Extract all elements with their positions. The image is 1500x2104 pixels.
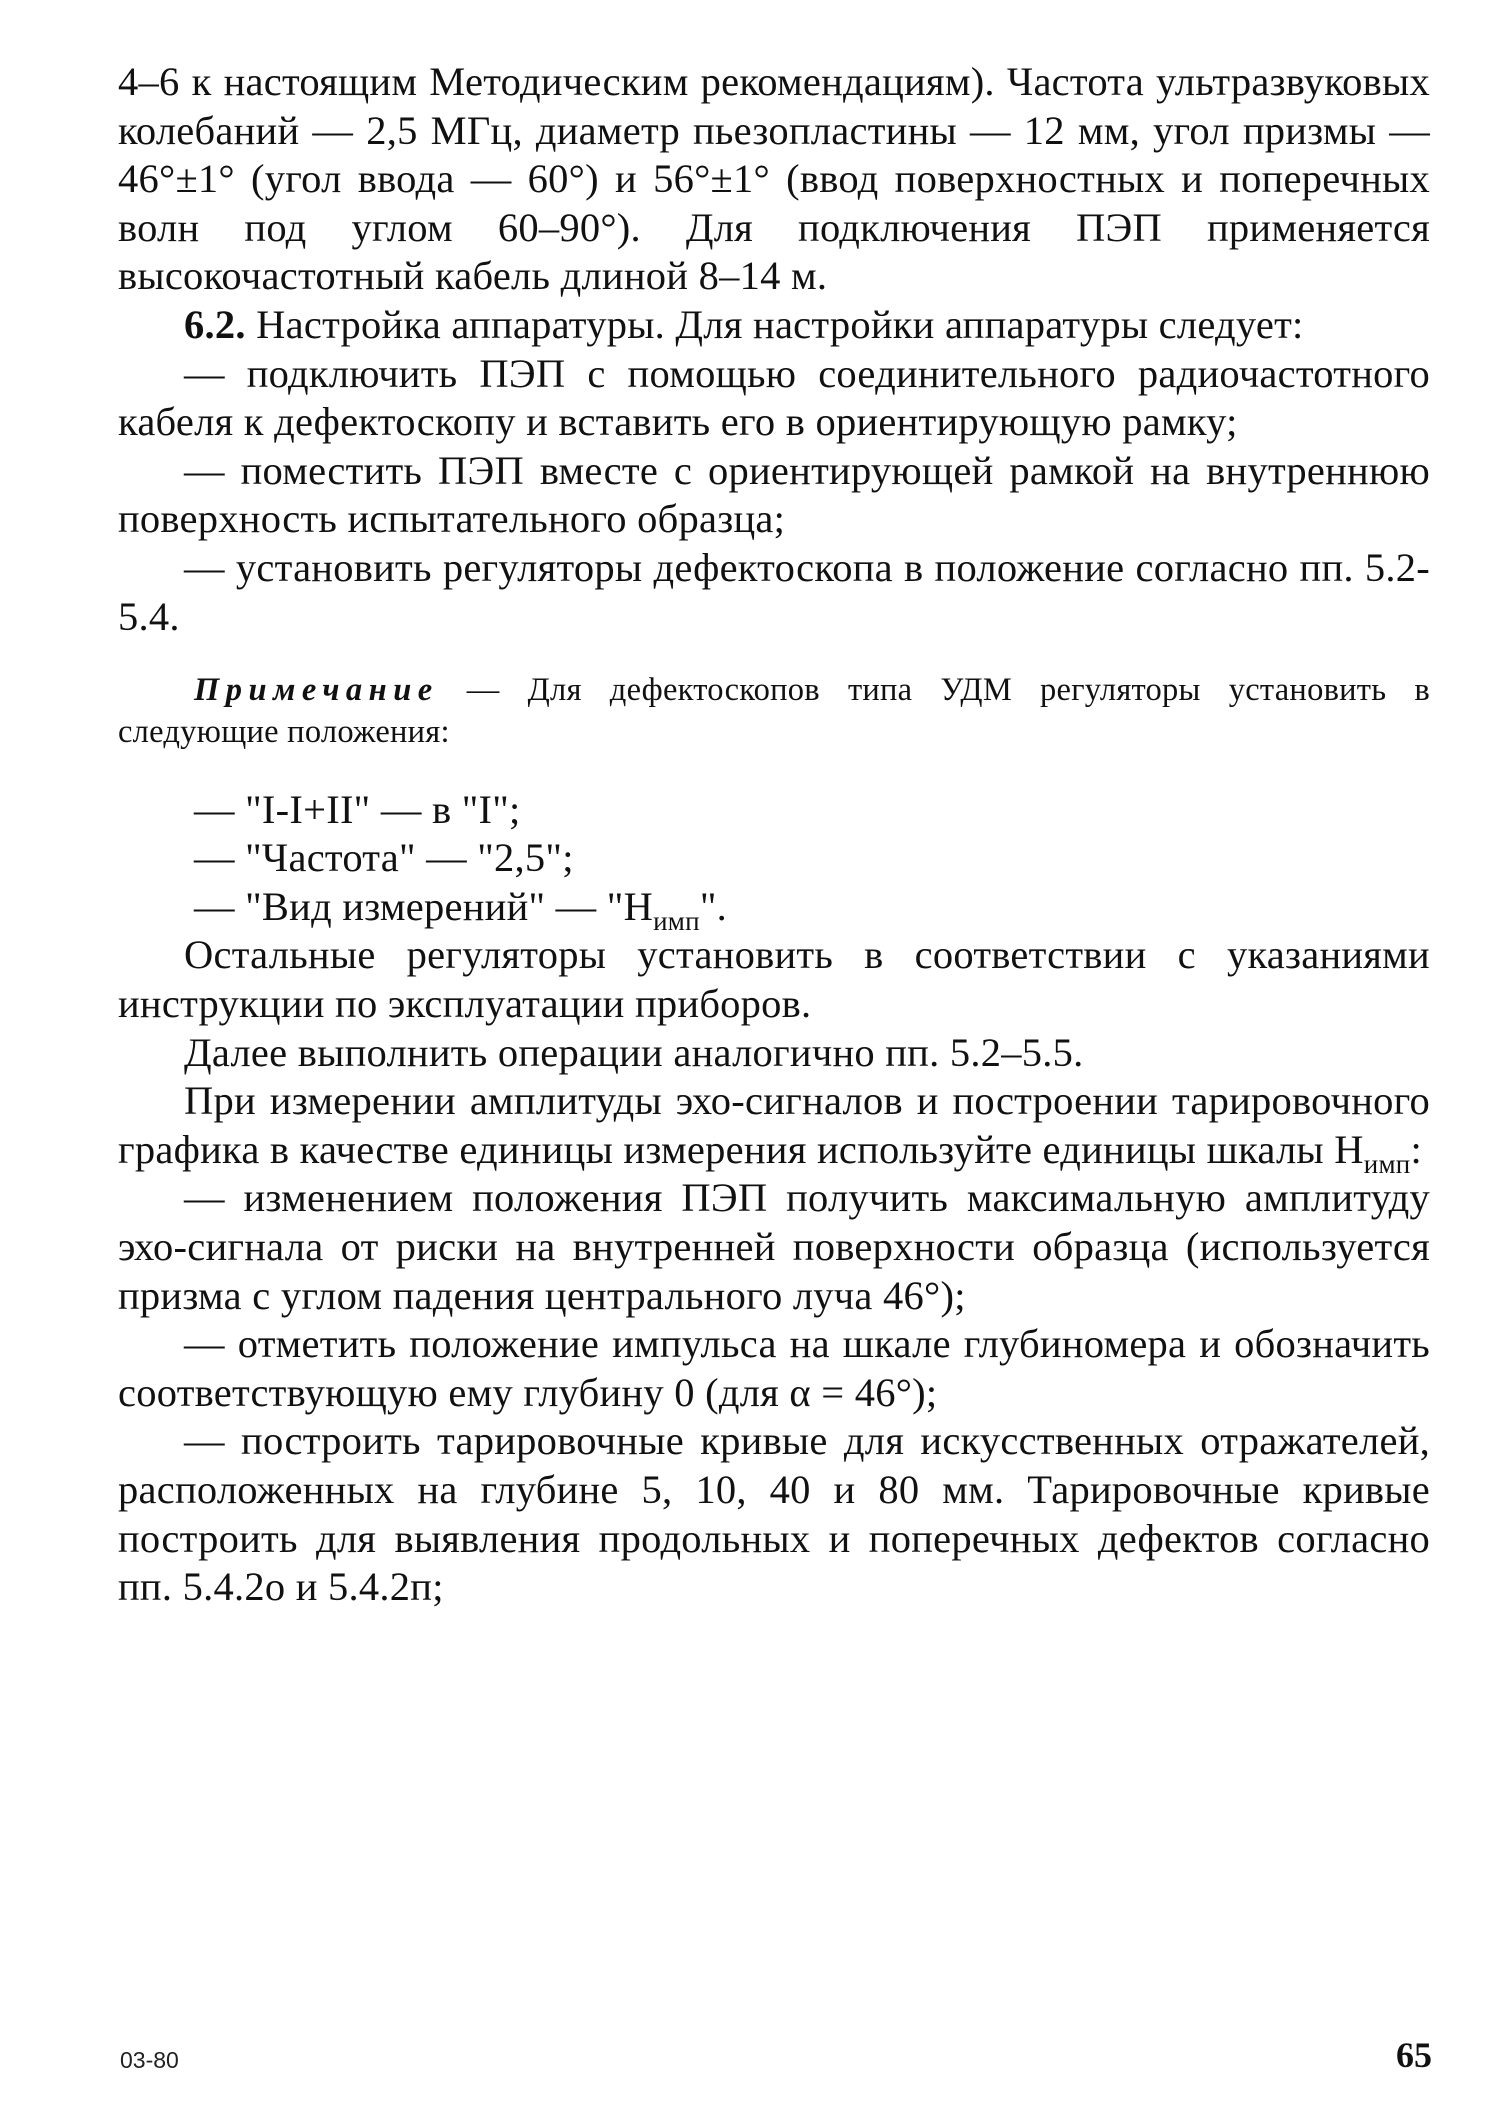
list-item: — построить тарировочные кривые для искусственных отражателей, расположенных на глубине 5, 10, 40 и 80 мм. Тарировочные кривые построить для выявления продольных и поперечных дефектов согласно пп. 5.4.2о и 5.4.2п; <box>118 1418 1430 1610</box>
note-setting-item: — "Частота" — "2,5"; <box>194 835 574 881</box>
paragraph-further-operations: Далее выполнить операции аналогично пп. 5.2–5.5. <box>184 1029 1084 1075</box>
list-item: — поместить ПЭП вместе с ориентирующей рамкой на внутреннюю поверхность испытательного образца; <box>118 447 1430 542</box>
note-text: — Для дефектоскопов типа УДМ регуляторы установить в следующие положения: <box>118 672 1430 751</box>
page-body <box>118 58 1430 1612</box>
note-settings-list <box>118 786 1430 936</box>
subscript: имп <box>653 905 700 936</box>
subscript: имп <box>1363 1148 1411 1179</box>
note-setting-item: — "I-I+II" — в "I"; <box>194 786 521 832</box>
paragraph-frequency: 4–6 к настоящим Методическим рекомендациям). Частота ультразвуковых колебаний — 2,5 МГц, диаметр пьезопластины — 12 мм, угол призмы — 46°±1° (угол ввода — 60°) и 56°±1° (ввод поверхностных и поперечных волн под углом 60–90°). Для подключения ПЭП применяется высокочастотный кабель длиной 8–14 м. <box>118 59 1430 299</box>
note-setting-text: ". <box>699 883 727 929</box>
paragraph-other-regulators: Остальные регуляторы установить в соответствии с указаниями инструкции по эксплуатации приборов. <box>118 932 1430 1026</box>
page-number: 65 <box>1396 2035 1432 2075</box>
list-item: — изменением положения ПЭП получить максимальную амплитуду эхо-сигнала от риски на внутренней поверхности образца (используется призма с углом падения центрального луча 46°); <box>118 1175 1430 1318</box>
note-setting-item <box>118 883 1430 936</box>
paragraph-amplitude-measurement <box>118 1077 1430 1179</box>
paragraph-text: При измерении амплитуды эхо-сигналов и построении тарировочного графика в качестве единицы измерения используйте единицы шкалы Н <box>118 1078 1430 1172</box>
list-item: — подключить ПЭП с помощью соединительного радиочастотного кабеля к дефектоскопу и вставить его в ориентирующую рамку; <box>118 350 1430 445</box>
section-heading-text: Настройка аппаратуры. Для настройки аппаратуры следует: <box>256 301 1304 347</box>
list-item: — установить регуляторы дефектоскопа в положение согласно пп. 5.2-5.4. <box>118 544 1430 639</box>
print-code: 03-80 <box>120 2047 179 2073</box>
paragraph-text: : <box>1410 1126 1423 1172</box>
paragraph-equipment-setup <box>118 301 1430 350</box>
section-number: 6.2. <box>184 301 246 347</box>
note-setting-text: — "Вид измерений" — "Н <box>194 883 654 929</box>
list-item: — отметить положение импульса на шкале глубиномера и обозначить соответствующую ему глубину 0 (для α = 46°); <box>118 1321 1430 1415</box>
note-label: Примечание <box>194 672 439 709</box>
note-paragraph <box>118 669 1430 753</box>
